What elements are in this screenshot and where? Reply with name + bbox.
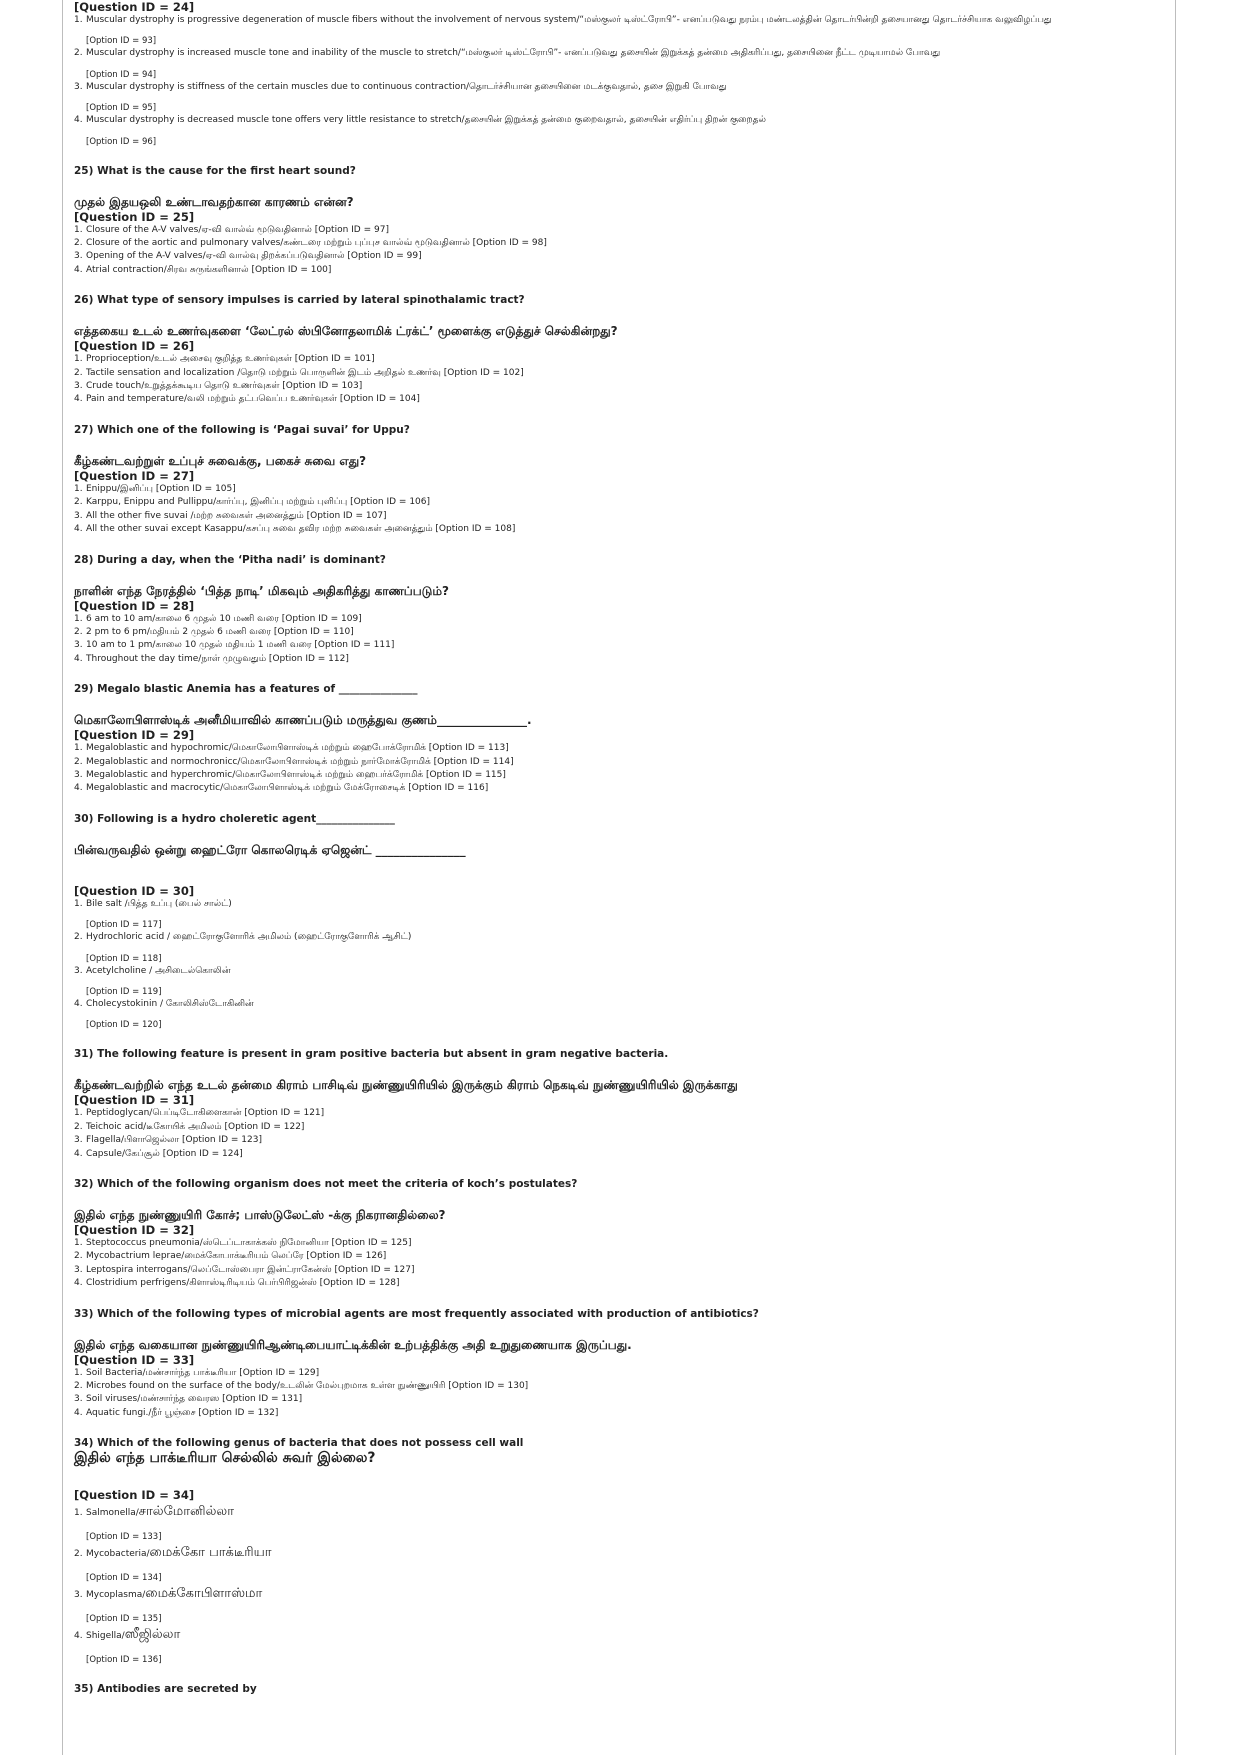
question-text-en: 30) Following is a hydro choleretic agent_______________ [74, 812, 395, 825]
option [74, 898, 1174, 911]
option-text: Soil viruses/மண்சார்ந்த வைரஸ [Option ID = 131] [86, 1394, 303, 1405]
option-text: Opening of the A-V valves/ஏ-வி வால்வு திறக்கப்படுவதினால் [Option ID = 99] [86, 251, 422, 262]
option-text-ta: ஸீஜில்லா [124, 1627, 181, 1643]
question-text-en: 34) Which of the following genus of bacteria that does not possess cell wall [74, 1437, 524, 1450]
option-number: 3. [74, 381, 83, 392]
question-text-en: 33) Which of the following types of microbial agents are most frequently associated with production of antibiotics? [74, 1307, 759, 1320]
option [74, 1625, 1174, 1646]
option [74, 14, 1174, 27]
option-number: 3. [74, 1394, 83, 1405]
option [74, 237, 1174, 250]
option-text: 2 pm to 6 pm/மதியம் 2 முதல் 6 மணி வரை [Option ID = 110] [86, 626, 354, 637]
option-number: 3. [74, 251, 83, 262]
option [74, 769, 1174, 782]
option-text: 10 am to 1 pm/காலை 10 முதல் மதியம் 1 மணி வரை [Option ID = 111] [86, 640, 395, 651]
option-text-ta: சால்மோனில்லா [138, 1504, 234, 1520]
option-text: All the other five suvai /மற்ற சுவைகள் அனைத்தும் [Option ID = 107] [86, 510, 387, 521]
option-text-ta: மைக்கோ பாக்டீரியா [149, 1545, 272, 1561]
option [74, 1407, 1174, 1420]
option-number: 1. [74, 224, 83, 235]
option-number: 2. [74, 238, 83, 249]
option-text: Hydrochloric acid / ஹைட்ரோகுளோரிக் அமிலம் (ஹைட்ரோகுளோரிக் ஆசிட்) [86, 932, 412, 943]
option-id: [Option ID = 94] [86, 69, 157, 80]
option-text: Megaloblastic and hypochromic/மெகாலோபிளாஸ்டிக் மற்றும் ஹைபோக்ரோமிக் [Option ID = 113] [86, 743, 509, 754]
option [74, 782, 1174, 795]
option-text: Flagella/பிளாஜெல்லா [Option ID = 123] [86, 1135, 262, 1146]
option-number: 1. [74, 354, 83, 365]
option-number: 1. [74, 613, 83, 624]
option-text: Muscular dystrophy is stiffness of the certain muscles due to continuous contraction/தொடர்ச்சியான தசையினை மடக்குவதால், தசை இறுகி போவது [86, 81, 727, 92]
option-text: Clostridium perfrigens/கிளாஸ்டிரிடியம் பெர்பிரிஜன்ஸ் [Option ID = 128] [86, 1278, 400, 1289]
question-id: [Question ID = 31] [74, 1093, 195, 1108]
question-id: [Question ID = 25] [74, 209, 195, 224]
question-id: [Question ID = 32] [74, 1223, 195, 1237]
question-text-en: 26) What type of sensory impulses is carried by lateral spinothalamic tract? [74, 294, 525, 307]
question-text-ta: எத்தகைய உடல் உணர்வுகளை ‘லேட்ரல் ஸ்பினோதலாமிக் ட்ரக்ட்’ மூளைக்கு எடுத்துச் செல்கின்றது? [74, 324, 618, 339]
option-id: [Option ID = 134] [86, 1573, 162, 1584]
question-id: [Question ID = 28] [74, 598, 195, 613]
option-number: 3. [74, 640, 83, 651]
option [74, 965, 1174, 978]
option [74, 998, 1174, 1011]
option [74, 47, 1174, 60]
option-text-en: Mycoplasma/ [86, 1590, 146, 1601]
option-text: Bile salt /பித்த உப்பு (பைல் சால்ட்) [86, 898, 232, 909]
option-number: 2. [74, 756, 83, 767]
option-text: Mycobactrium leprae/மைக்கோபாக்டீரியம் லெப்ரே [Option ID = 126] [86, 1251, 387, 1262]
option-text: 6 am to 10 am/காலை 6 முதல் 10 மணி வரை [Option ID = 109] [86, 613, 362, 624]
option-text: Pain and temperature/வலி மற்றும் தட்பவெப்ப உணர்வுகள் [Option ID = 104] [86, 394, 420, 405]
option [74, 1121, 1174, 1134]
option-text: Steptococcus pneumonia/ஸ்டெப்டாகாக்கஸ் நிமோனியா [Option ID = 125] [86, 1238, 412, 1248]
option [74, 1277, 1174, 1290]
option-text: Closure of the aortic and pulmonary valves/கண்டரை மற்றும் புப்புச வால்வ் மூடுவதினால் [Option ID = 98] [86, 238, 547, 249]
option-text: Cholecystokinin / கோலிசிஸ்டோகினின் [86, 998, 254, 1009]
question-id: [Question ID = 24] [74, 0, 195, 14]
question-id: [Question ID = 26] [74, 339, 195, 354]
option-number: 4. [74, 1278, 83, 1289]
option-id: [Option ID = 96] [86, 136, 157, 147]
option [74, 264, 1174, 277]
option-number: 1. [74, 743, 83, 754]
option-number: 2. [74, 497, 83, 508]
option [74, 1393, 1174, 1406]
option [74, 380, 1174, 393]
question-text-ta: இதில் எந்த வகையான நுண்ணுயிரிஆண்டிபையாட்டிக்கின் உற்பத்திக்கு அதி உறுதுணையாக இருப்பது. [74, 1337, 632, 1352]
option-text-en: Mycobacteria/ [86, 1549, 150, 1560]
option [74, 250, 1174, 263]
option [74, 353, 1174, 366]
option [74, 483, 1174, 496]
option-text: Muscular dystrophy is decreased muscle tone offers very little resistance to stretch/தசையின் இறுக்கத் தன்மை குறைவதால், தசையின் எதிர்ப்பு திறன் குறைதல் [86, 115, 767, 126]
document-content [74, 0, 1174, 1696]
option [74, 1584, 1174, 1605]
question-text-en: 31) The following feature is present in gram positive bacteria but absent in gram negative bacteria. [74, 1048, 669, 1061]
option [74, 393, 1174, 406]
option-id: [Option ID = 133] [86, 1532, 162, 1543]
option-number: 3. [74, 769, 83, 780]
option-text: Capsule/கேப்சூல் [Option ID = 124] [86, 1148, 243, 1159]
question-id: [Question ID = 34] [74, 1488, 195, 1503]
question-text-ta: கீழ்கண்டவற்றுள் உப்புச் சுவைக்கு, பகைச் சுவை எது? [74, 453, 367, 468]
question-text-en: 29) Megalo blastic Anemia has a features of _______________ [74, 683, 418, 696]
option-number: 3. [74, 1135, 83, 1146]
option-number: 3. [74, 1264, 83, 1275]
question-text-en: 32) Which of the following organism does not meet the criteria of koch’s postulates? [74, 1178, 578, 1190]
option-text-en: Salmonella/ [86, 1508, 139, 1519]
option-number: 3. [74, 965, 83, 976]
option-number: 1. [74, 1508, 83, 1519]
option-number: 1. [74, 1108, 83, 1119]
option-number: 1. [74, 15, 83, 25]
option-number: 2. [74, 1121, 83, 1132]
option-text: Enippu/இனிப்பு [Option ID = 105] [86, 483, 236, 494]
option-number: 1. [74, 898, 83, 909]
option-text: Megaloblastic and hyperchromic/மெகாலோபிளாஸ்டிக் மற்றும் ஹைபர்க்ரோமிக் [Option ID = 115] [86, 769, 506, 780]
option-text: Karppu, Enippu and Pullippu/கார்ப்பு, இனிப்பு மற்றும் புளிப்பு [Option ID = 106] [86, 497, 431, 508]
option-text: Megaloblastic and macrocytic/மெகாலோபிளாஸ்டிக் மற்றும் மேக்ரோசைடிக் [Option ID = 116] [86, 783, 489, 794]
option [74, 1380, 1174, 1393]
question-id: [Question ID = 27] [74, 468, 195, 483]
question-text-ta: இதில் எந்த நுண்ணுயிரி கோச்; பாஸ்டுலேட்ஸ் -க்கு நிகரானதில்லை? [74, 1208, 446, 1222]
question-text-ta: முதல் இதயஒலி உண்டாவதற்கான காரணம் என்ன? [74, 194, 354, 209]
option [74, 1502, 1174, 1523]
option [74, 114, 1174, 127]
option-text: Tactile sensation and localization /தொடு மற்றும் பொருளின் இடம் அறிதல் உணர்வு [Option ID = 102] [86, 367, 524, 378]
option-text: Proprioception/உடல் அசைவு குறித்த உணர்வுகள் [Option ID = 101] [86, 354, 375, 365]
option-number: 2. [74, 48, 83, 59]
option [74, 1148, 1174, 1161]
option-number: 2. [74, 1381, 83, 1392]
question-text-ta: இதில் எந்த பாக்டீரியா செல்லில் சுவர் இல்லை? [74, 1450, 376, 1467]
option-number: 4. [74, 524, 83, 535]
option-text: Muscular dystrophy is increased muscle tone and inability of the muscle to stretch/“மஸ்குலர் டிஸ்ட்ரோபி”- எனப்படுவது தசையின் இறுக்கத் தன்மை அதிகரிப்பது, தசையினை நீட்ட முடியாமல் போவது [86, 48, 941, 59]
option-number: 4. [74, 1631, 83, 1642]
option [74, 1264, 1174, 1277]
option [74, 367, 1174, 380]
option-text: All the other suvai except Kasappu/கசப்பு சுவை தவிர மற்ற சுவைகள் அனைத்தும் [Option ID = 108] [86, 524, 516, 535]
option-number: 1. [74, 483, 83, 494]
question-text-en: 35) Antibodies are secreted by [74, 1683, 257, 1696]
option [74, 1543, 1174, 1564]
option [74, 510, 1174, 523]
option-number: 4. [74, 1407, 83, 1418]
option-id: [Option ID = 95] [86, 103, 157, 114]
option-id: [Option ID = 93] [86, 36, 157, 47]
option-text: Acetylcholine / அசிடைல்கொலின் [86, 965, 231, 976]
option-text: Microbes found on the surface of the body/உடலின் மேல்புறமாக உள்ள நுண்ணுயிரி [Option ID = 130] [86, 1381, 529, 1392]
option [74, 496, 1174, 509]
question-text-en: 27) Which one of the following is ‘Pagai suvai’ for Uppu? [74, 423, 410, 436]
option [74, 931, 1174, 944]
option-number: 4. [74, 653, 83, 664]
option-text: Megaloblastic and normochronicc/மெகாலோபிளாஸ்டிக் மற்றும் நார்மோக்ரோமிக் [Option ID = 114] [86, 756, 514, 767]
option-id: [Option ID = 119] [86, 986, 162, 997]
option-number: 4. [74, 394, 83, 405]
option [74, 653, 1174, 666]
option-number: 2. [74, 932, 83, 943]
question-id: [Question ID = 30] [74, 883, 195, 898]
option-number: 4. [74, 783, 83, 794]
option-id: [Option ID = 135] [86, 1614, 162, 1625]
option [74, 742, 1174, 755]
option [74, 1134, 1174, 1147]
option [74, 1107, 1174, 1120]
option-text: Teichoic acid/டீகோயிக் அமிலம் [Option ID = 122] [86, 1121, 305, 1132]
question-text-ta: நாளின் எந்த நேரத்தில் ‘பித்த நாடி’ மிகவும் அதிகரித்து காணப்படும்? [74, 583, 449, 598]
option [74, 613, 1174, 626]
option-text: Peptidoglycan/பெப்டிடோகிளைகான் [Option ID = 121] [86, 1108, 325, 1119]
option-number: 3. [74, 1590, 83, 1601]
option-number: 2. [74, 367, 83, 378]
question-text-en: 25) What is the cause for the first heart sound? [74, 164, 356, 177]
option-number: 2. [74, 1251, 83, 1262]
option-number: 1. [74, 1238, 83, 1248]
option-text: Throughout the day time/நாள் முழுவதும் [Option ID = 112] [86, 653, 349, 664]
option [74, 756, 1174, 769]
option-text: Crude touch/உறுத்தக்கூடிய தொடு உணர்வுகள் [Option ID = 103] [86, 381, 363, 392]
option [74, 81, 1174, 94]
option [74, 523, 1174, 536]
option-number: 4. [74, 264, 83, 275]
question-id: [Question ID = 29] [74, 728, 195, 743]
option-number: 4. [74, 1148, 83, 1159]
option-text-en: Shigella/ [86, 1631, 125, 1642]
question-id: [Question ID = 33] [74, 1352, 195, 1367]
option-id: [Option ID = 117] [86, 920, 162, 931]
question-text-ta: பின்வருவதில் ஒன்று ஹைட்ரோ கொலரெடிக் ஏஜென்ட் _______________ [74, 842, 466, 857]
question-text-ta: மெகாலோபிளாஸ்டிக் அனீமியாவில் காணப்படும் மருத்துவ குணம்_______________. [74, 713, 532, 728]
option-text: Aquatic fungi./நீர் பூஞ்சை [Option ID = 132] [86, 1407, 279, 1418]
option-number: 4. [74, 115, 83, 126]
option-text: Atrial contraction/சிரவ சுருங்களினால் [Option ID = 100] [86, 264, 332, 275]
question-text-ta: கீழ்கண்டவற்றில் எந்த உடல் தன்மை கிராம் பாசிடிவ் நுண்ணுயிரியில் இருக்கும் கிராம் நெகடிவ் நுண்ணுயிரியில் இருக்காது [74, 1078, 738, 1093]
option-id: [Option ID = 120] [86, 1020, 162, 1031]
option-number: 1. [74, 1367, 83, 1378]
option-text: Closure of the A-V valves/ஏ-வி வால்வ் மூடுவதினால் [Option ID = 97] [86, 224, 389, 235]
option [74, 639, 1174, 652]
option-text: Leptospira interrogans/லெப்டோஸ்பைரா இன்ட்ராகேன்ஸ் [Option ID = 127] [86, 1264, 415, 1275]
option [74, 1250, 1174, 1263]
option-id: [Option ID = 136] [86, 1655, 162, 1666]
option-text-ta: மைக்கோபிளாஸ்மா [145, 1586, 263, 1602]
option-number: 2. [74, 626, 83, 637]
option-number: 4. [74, 998, 83, 1009]
option [74, 224, 1174, 237]
option [74, 1237, 1174, 1250]
option-id: [Option ID = 118] [86, 953, 162, 964]
option [74, 1367, 1174, 1380]
option-number: 3. [74, 510, 83, 521]
option-number: 3. [74, 81, 83, 92]
option-number: 2. [74, 1549, 83, 1560]
option-text: Muscular dystrophy is progressive degeneration of muscle fibers without the involvement of nervous system/“மஸ்குலர் டிஸ்ட்ரோபி”- எனப்படுவது நரம்பு மண்டலத்தின் தொடர்பின்றி தசையானது தொடர்ச்சியாக வலுவிழப்பது [86, 15, 1052, 25]
question-text-en: 28) During a day, when the ‘Pitha nadi’ is dominant? [74, 553, 386, 566]
option [74, 626, 1174, 639]
option-text: Soil Bacteria/மண்சார்ந்த பாக்டீரியா [Option ID = 129] [86, 1367, 320, 1378]
